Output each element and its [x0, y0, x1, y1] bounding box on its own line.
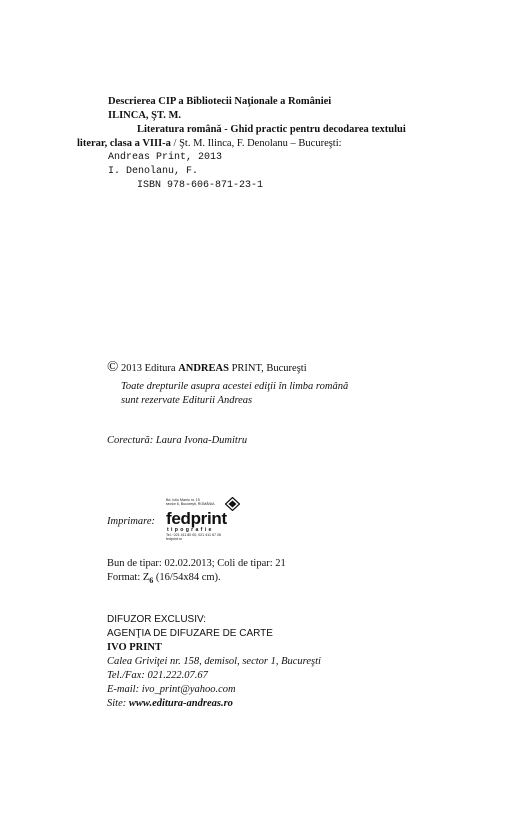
- distributor-name: IVO PRINT: [107, 642, 162, 653]
- distributor-site: [107, 697, 233, 710]
- printing-label: Imprimare:: [107, 516, 156, 527]
- distributor-site-url: www.editura-andreas.ro: [128, 698, 233, 709]
- cip-isbn: ISBN 978-606-871-23-1: [137, 180, 264, 191]
- print-format-prefix: Format: Z: [107, 572, 150, 583]
- proofreading: Corectură: Laura Ivona-Dumitru: [107, 435, 248, 446]
- printer-contact-line1: Tel.: 021 411 80 00, 021 411 67 26: [166, 533, 222, 537]
- cip-coauthor: I. Denolanu, F.: [108, 166, 199, 177]
- cip-publisher-year: Andreas Print, 2013: [108, 152, 223, 163]
- print-format-sub: 6: [149, 576, 154, 586]
- copyright-publisher: ANDREAS: [178, 363, 229, 374]
- printer-brand: fedprint: [166, 509, 227, 528]
- cip-title-line2-rest: / Şt. M. Ilinca, F. Denolanu – Bucureşti:: [170, 138, 342, 149]
- printer-contact-line2: fedprint.ro: [166, 537, 183, 541]
- printer-emblem-icon: [225, 497, 240, 511]
- printer-address-line2: sector 6, Bucureşti, ROMÂNIA: [166, 502, 215, 506]
- distributor-line2: AGENŢIA DE DIFUZARE DE CARTE: [107, 628, 273, 639]
- print-format: [107, 571, 221, 587]
- printer-brand-sub: tipografie: [167, 527, 214, 533]
- rights-line1: Toate drepturile asupra acestei ediţii în limba română: [121, 381, 349, 392]
- copyright-year: 2013 Editura: [118, 363, 179, 374]
- copyright-rest: PRINT, Bucureşti: [228, 363, 307, 374]
- print-info-line1: Bun de tipar: 02.02.2013; Coli de tipar: 21: [107, 558, 286, 569]
- printer-address-line1: Bd. Iuliu Maniu nr. 15: [166, 498, 200, 502]
- cip-header: Descrierea CIP a Bibliotecii Naţionale a României: [108, 96, 332, 107]
- cip-title-line2: [77, 137, 342, 150]
- cip-title-line2-bold: literar, clasa a VIII-a: [77, 138, 171, 149]
- copyright-symbol: ©: [107, 359, 119, 375]
- distributor-line1: DIFUZOR EXCLUSIV:: [107, 614, 207, 625]
- copyright-line: [107, 360, 307, 375]
- printer-logo: [164, 497, 244, 541]
- cip-title-line1: Literatura română - Ghid practic pentru decodarea textului: [137, 124, 406, 135]
- distributor-email: E-mail: ivo_print@yahoo.com: [107, 684, 236, 695]
- cip-author: ILINCA, ŞT. M.: [108, 110, 182, 121]
- rights-line2: sunt rezervate Editurii Andreas: [121, 395, 253, 406]
- distributor-address: Calea Griviţei nr. 158, demisol, sector 1, Bucureşti: [107, 656, 321, 667]
- distributor-phone: Tel./Fax: 021.222.07.67: [107, 670, 208, 681]
- print-format-rest: (16/54x84 cm).: [153, 572, 221, 583]
- distributor-site-label: Site:: [107, 698, 129, 709]
